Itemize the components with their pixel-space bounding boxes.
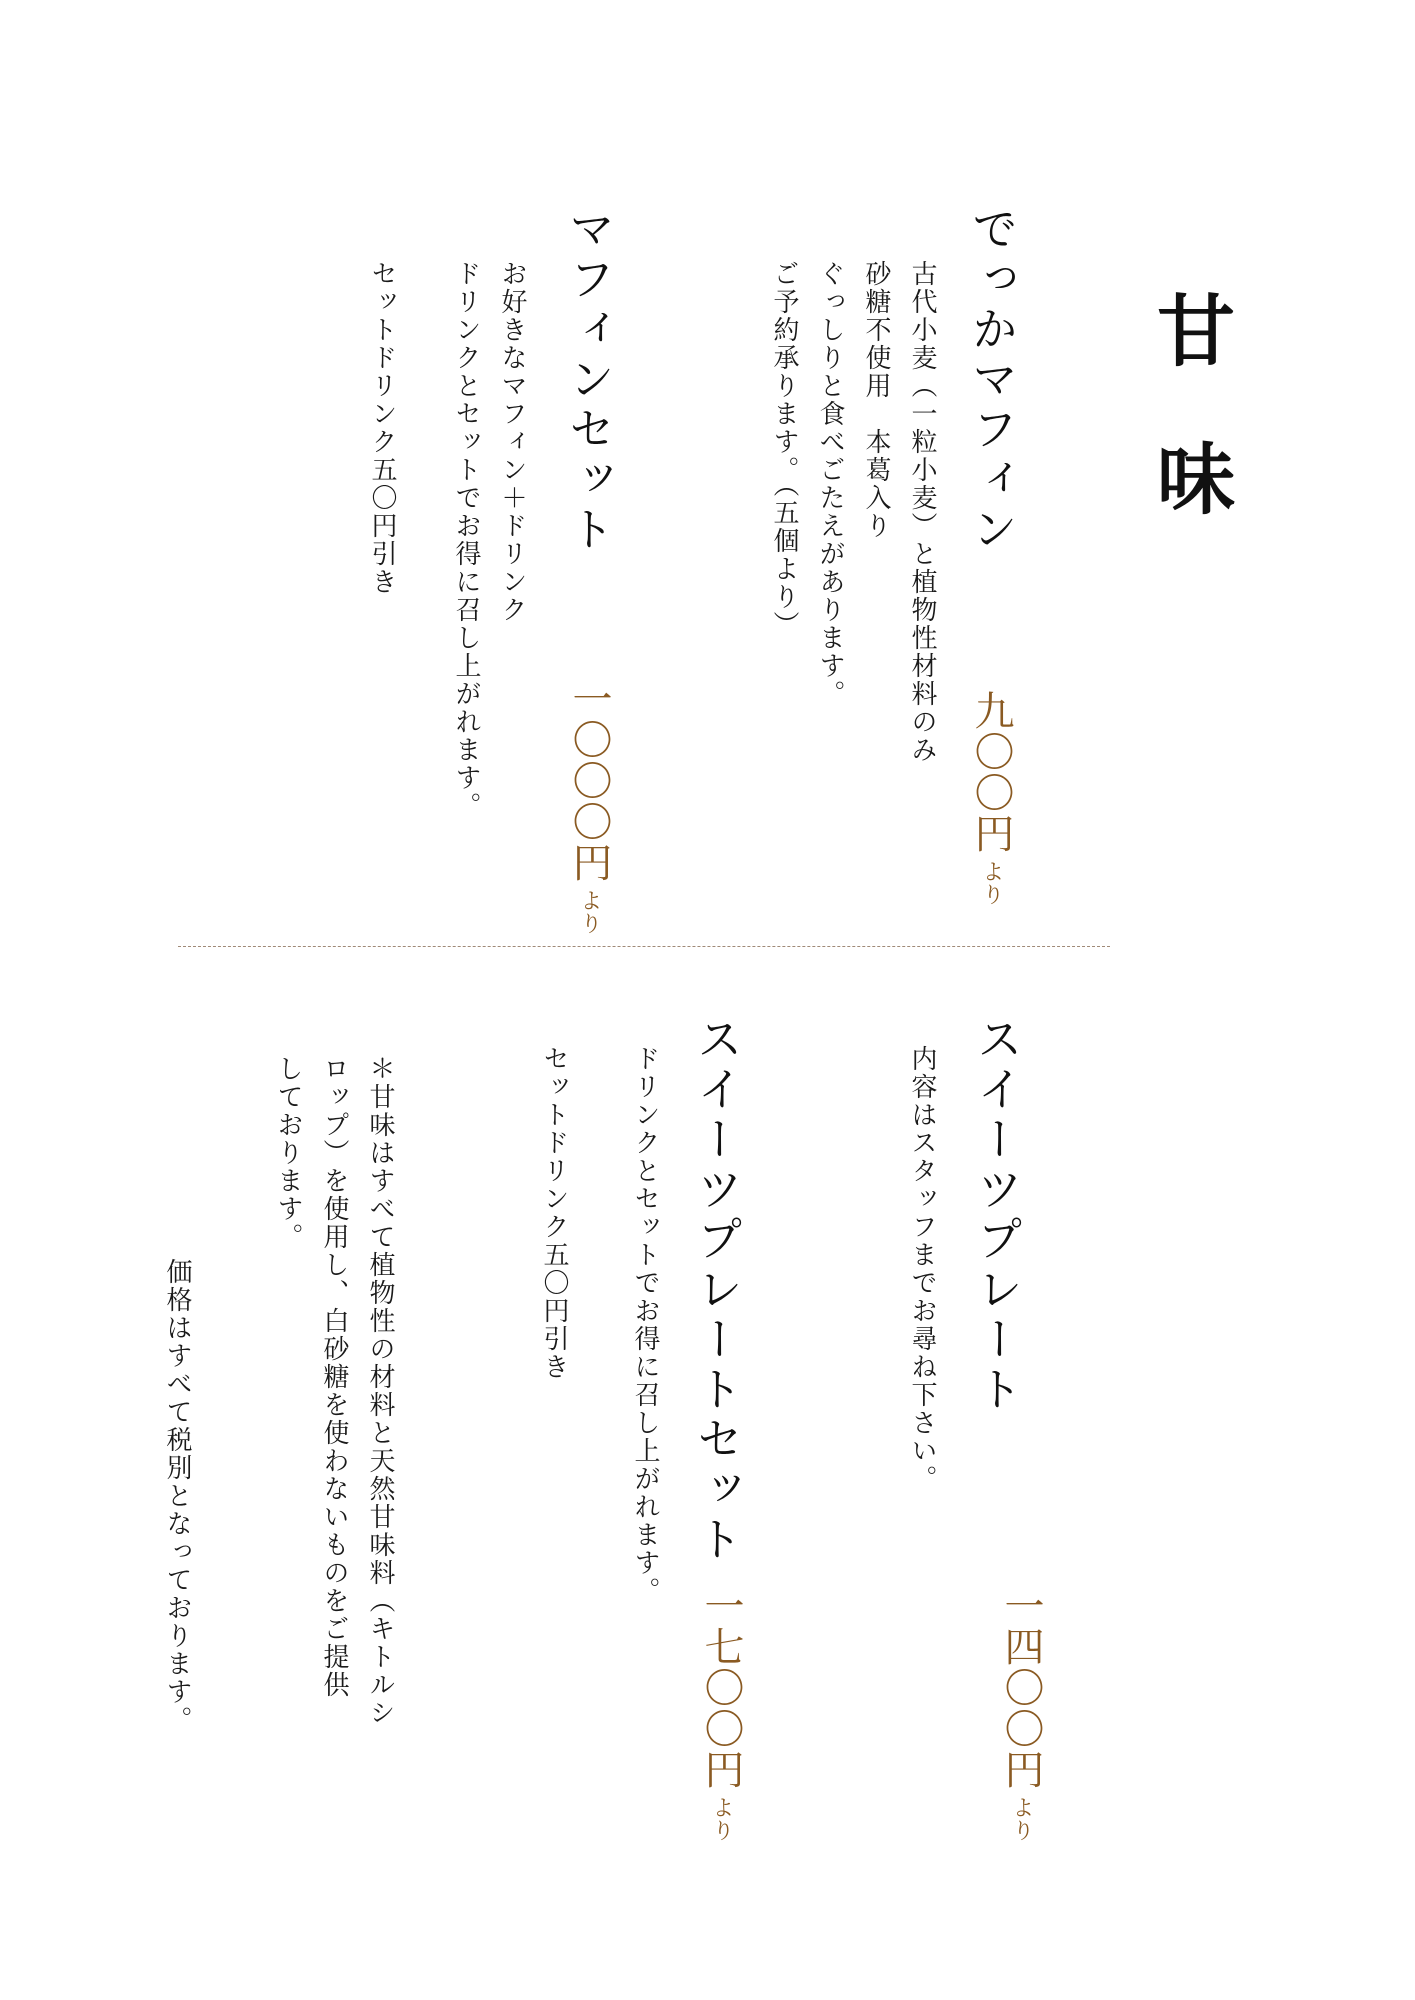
description-line: 内容はスタッフまでお尋ね下さい。	[907, 1045, 937, 1493]
item-description-muffin-set	[443, 260, 535, 820]
item-title-sweets-plate-set: スイーツプレートセット	[690, 1015, 744, 1565]
description-line: 砂糖不使用 本葛入り	[861, 260, 891, 540]
description-line: お好きなマフィン＋ドリンク	[497, 260, 527, 624]
price-suffix: より	[979, 860, 1004, 906]
price-suffix: より	[709, 1796, 734, 1842]
item-description-sweets-plate-set	[622, 1045, 668, 1605]
section-divider	[178, 946, 1110, 947]
item-price-muffin-set	[561, 678, 618, 935]
item-note-sweets-plate-set: セットドリンク五〇円引き	[539, 1045, 569, 1381]
description-line: 古代小麦（一粒小麦）と植物性材料のみ	[907, 260, 937, 764]
sweetener-note	[265, 1055, 403, 1727]
description-line: ぐっしりと食べごたえがあります。	[815, 260, 845, 708]
price-value: 一七〇〇円	[698, 1585, 744, 1790]
price-suffix: より	[577, 889, 602, 935]
description-line: ご予約承ります。（五個より）	[769, 260, 799, 639]
item-price-dekka-muffin	[963, 690, 1020, 906]
item-title-dekka-muffin: でっかマフィン	[965, 205, 1019, 555]
item-title-sweets-plate: スイーツプレート	[970, 1015, 1024, 1415]
price-suffix: より	[1009, 1796, 1034, 1842]
price-value: 九〇〇円	[968, 690, 1014, 854]
price-value: 一四〇〇円	[998, 1585, 1044, 1790]
item-title-muffin-set: マフィンセット	[562, 205, 616, 555]
note-line: しております。	[273, 1055, 303, 1251]
tax-note: 価格はすべて税別となっております。	[162, 1258, 192, 1734]
note-line: ロップ）を使用し、白砂糖を使わないものをご提供	[319, 1055, 349, 1699]
description-line: ドリンクとセットでお得に召し上がれます。	[630, 1045, 660, 1605]
item-description-dekka-muffin	[761, 260, 945, 764]
description-line: ドリンクとセットでお得に召し上がれます。	[451, 260, 481, 820]
item-description-sweets-plate	[899, 1045, 945, 1493]
page-title: 甘味	[1144, 290, 1235, 586]
item-note-muffin-set: セットドリンク五〇円引き	[367, 260, 397, 596]
item-price-sweets-plate-set	[693, 1585, 750, 1842]
item-price-sweets-plate	[993, 1585, 1050, 1842]
note-line: ＊甘味はすべて植物性の材料と天然甘味料（キトルシ	[365, 1055, 395, 1727]
price-value: 一〇〇〇円	[566, 678, 612, 883]
